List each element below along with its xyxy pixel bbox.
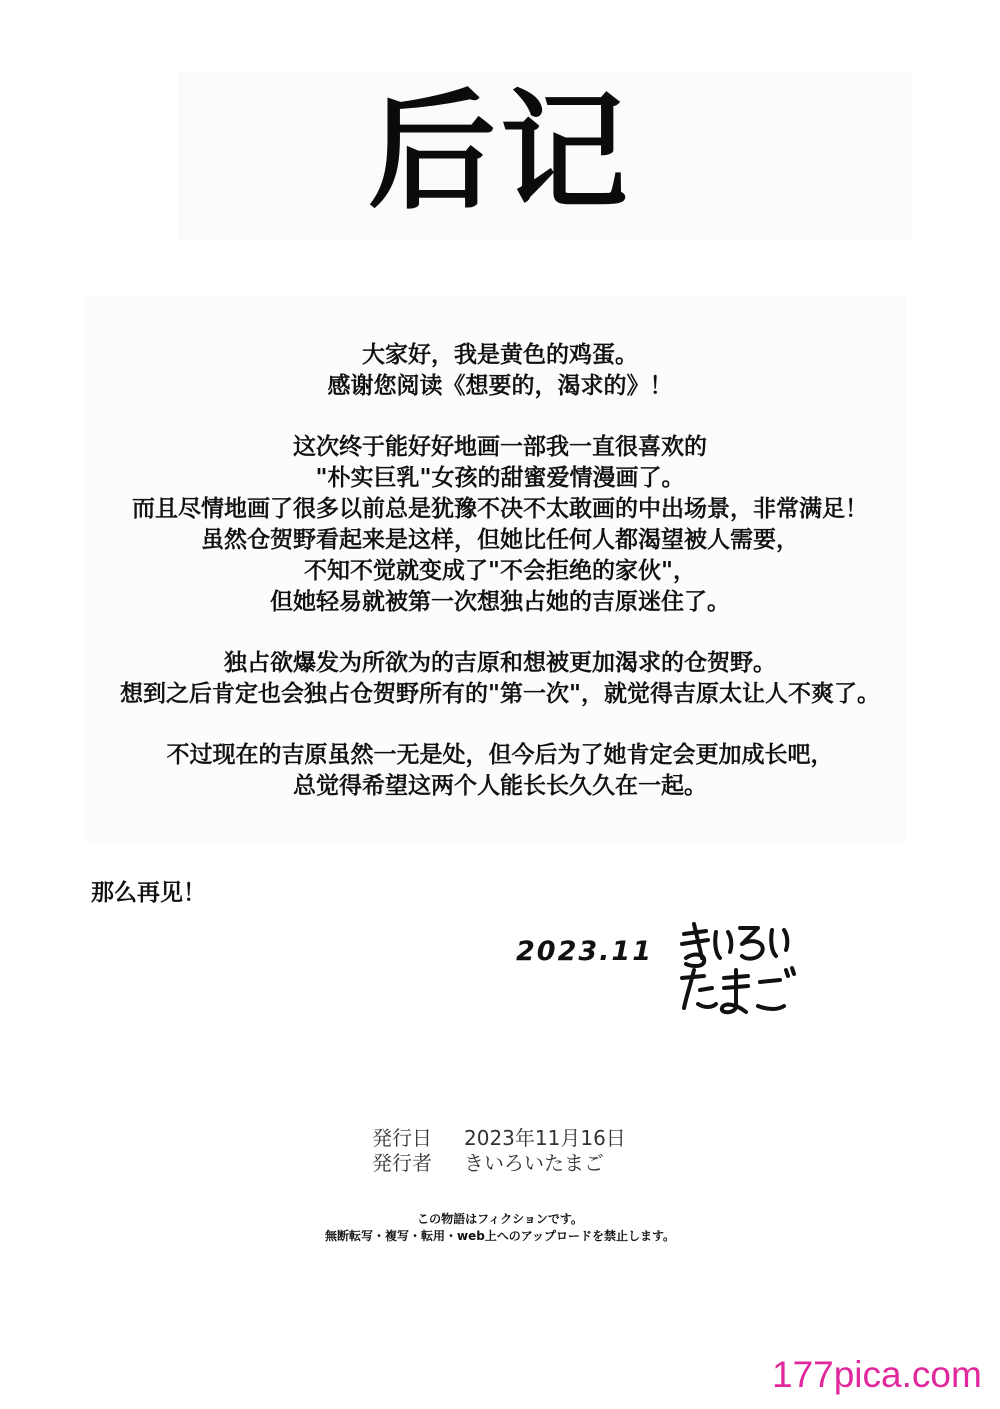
- body-line: 总觉得希望这两个人能长长久久在一起。: [293, 773, 707, 799]
- publisher-row: [372, 1151, 626, 1176]
- publisher-label: 発行者: [372, 1151, 432, 1175]
- issue-date-value: 2023年11月16日: [464, 1126, 626, 1150]
- body-line: 这次终于能好好地画一部我一直很喜欢的: [293, 434, 707, 460]
- body-line: 独占欲爆发为所欲为的吉原和想被更加渴求的仓贺野。: [224, 650, 776, 676]
- site-watermark: 177pica.com: [772, 1354, 982, 1395]
- body-line: 不过现在的吉原虽然一无是处，但今后为了她肯定会更加成长吧，: [166, 742, 834, 768]
- afterword-body: [30, 340, 970, 802]
- farewell-text: 那么再见！: [91, 880, 206, 906]
- reproduction-notice: 無断転写・複写・転用・web上へのアップロードを禁止します。: [324, 1229, 676, 1243]
- body-line: 但她轻易就被第一次想独占她的吉原迷住了。: [270, 589, 730, 615]
- body-line: 想到之后肯定也会独占仓贺野所有的"第一次"，就觉得吉原太让人不爽了。: [120, 681, 880, 707]
- body-line: 虽然仓贺野看起来是这样，但她比任何人都渴望被人需要，: [201, 527, 799, 553]
- issue-date-row: [372, 1126, 626, 1151]
- handwritten-signature: [676, 918, 806, 1022]
- colophon: [372, 1126, 626, 1176]
- body-line: 感谢您阅读《想要的，渴求的》！: [327, 373, 673, 399]
- signature-date: 2023.11: [516, 936, 653, 967]
- publisher-value: きいろいたまご: [464, 1151, 604, 1175]
- body-line: 而且尽情地画了很多以前总是犹豫不决不太敢画的中出场景，非常满足！: [132, 496, 868, 522]
- body-line: 不知不觉就变成了"不会拒绝的家伙"，: [304, 558, 696, 584]
- fiction-notice: この物語はフィクションです。: [417, 1212, 583, 1226]
- issue-date-label: 発行日: [372, 1126, 432, 1150]
- body-line: "朴实巨乳"女孩的甜蜜爱情漫画了。: [315, 465, 685, 491]
- body-line: 大家好，我是黄色的鸡蛋。: [362, 342, 638, 368]
- copyright-notice: [0, 1211, 1000, 1245]
- page-title: 后记: [367, 78, 632, 227]
